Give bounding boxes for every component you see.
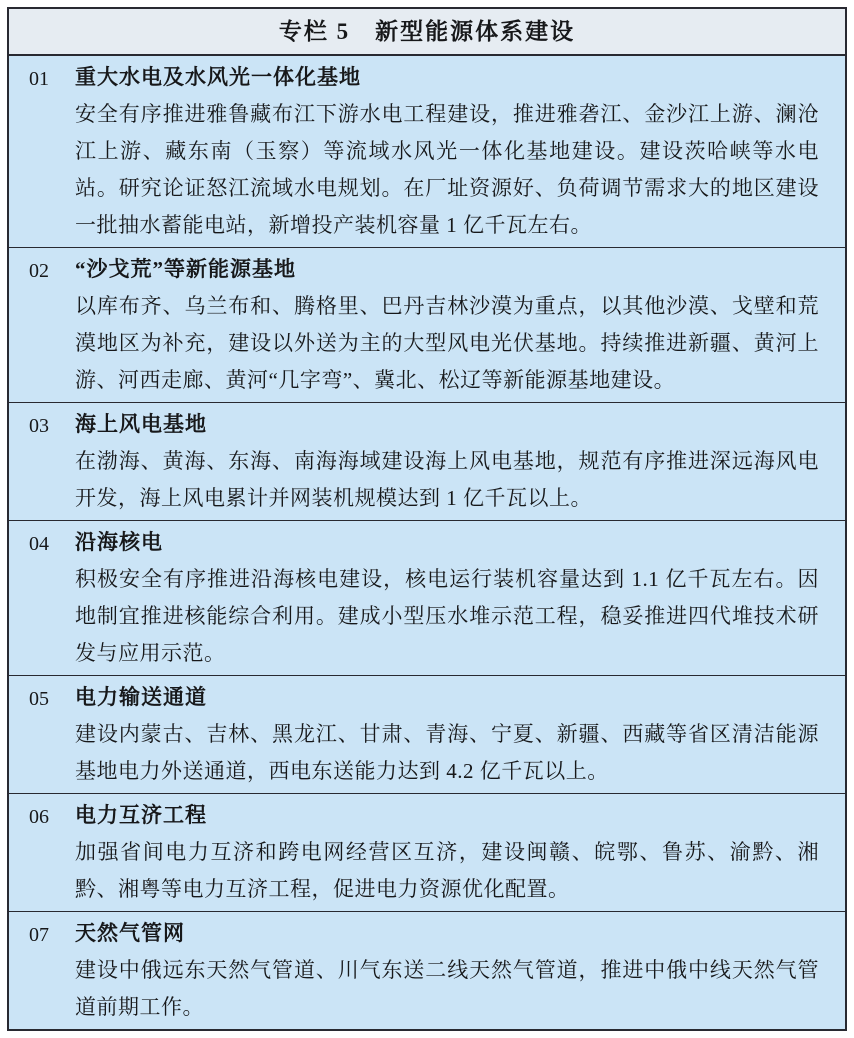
section-content <box>75 59 819 244</box>
section-row <box>9 675 845 793</box>
section-number: 02 <box>29 260 49 282</box>
section-content <box>75 797 819 908</box>
feature-box-panel <box>7 7 847 1031</box>
section-body: 建设中俄远东天然气管道、川气东送二线天然气管道，推进中俄中线天然气管道前期工作。 <box>75 958 819 1019</box>
section-body: 安全有序推进雅鲁藏布江下游水电工程建设，推进雅砻江、金沙江上游、澜沧江上游、藏东南（玉察）等流域水风光一体化基地建设。建设茨哈峡等水电站。研究论证怒江流域水电规划。在厂址资源好、负荷调节需求大的地区建设一批抽水蓄能电站，新增投产装机容量 1 亿千瓦左右。 <box>75 102 819 237</box>
section-title: 电力互济工程 <box>75 803 207 827</box>
section-row <box>9 520 845 675</box>
section-row <box>9 911 845 1029</box>
section-content <box>75 679 819 790</box>
panel-title: 专栏 5 新型能源体系建设 <box>9 9 845 56</box>
section-content <box>75 251 819 399</box>
section-row <box>9 402 845 520</box>
section-title: 海上风电基地 <box>75 412 207 436</box>
section-body: 在渤海、黄海、东海、南海海域建设海上风电基地，规范有序推进深远海风电开发，海上风电累计并网装机规模达到 1 亿千瓦以上。 <box>75 449 819 510</box>
section-title: 沿海核电 <box>75 530 163 554</box>
section-content <box>75 406 819 517</box>
section-row <box>9 56 845 247</box>
section-body: 建设内蒙古、吉林、黑龙江、甘肃、青海、宁夏、新疆、西藏等省区清洁能源基地电力外送通道，西电东送能力达到 4.2 亿千瓦以上。 <box>75 722 819 783</box>
section-body: 以库布齐、乌兰布和、腾格里、巴丹吉林沙漠为重点，以其他沙漠、戈壁和荒漠地区为补充，建设以外送为主的大型风电光伏基地。持续推进新疆、黄河上游、河西走廊、黄河“几字弯”、冀北、松辽等新能源基地建设。 <box>75 294 819 392</box>
section-number: 03 <box>29 415 49 437</box>
section-number: 01 <box>29 68 49 90</box>
section-title: 天然气管网 <box>75 921 185 945</box>
section-number: 04 <box>29 533 49 555</box>
section-title: 重大水电及水风光一体化基地 <box>75 65 361 89</box>
section-number: 07 <box>29 924 49 946</box>
section-title: 电力输送通道 <box>75 685 207 709</box>
section-row <box>9 247 845 402</box>
section-row <box>9 793 845 911</box>
section-body: 积极安全有序推进沿海核电建设，核电运行装机容量达到 1.1 亿千瓦左右。因地制宜推进核能综合利用。建成小型压水堆示范工程，稳妥推进四代堆技术研发与应用示范。 <box>75 567 819 665</box>
section-body: 加强省间电力互济和跨电网经营区互济，建设闽赣、皖鄂、鲁苏、渝黔、湘黔、湘粤等电力互济工程，促进电力资源优化配置。 <box>75 840 819 901</box>
section-number: 06 <box>29 806 49 828</box>
section-title: “沙戈荒”等新能源基地 <box>75 257 296 281</box>
section-content <box>75 524 819 672</box>
section-content <box>75 915 819 1026</box>
section-number: 05 <box>29 688 49 710</box>
